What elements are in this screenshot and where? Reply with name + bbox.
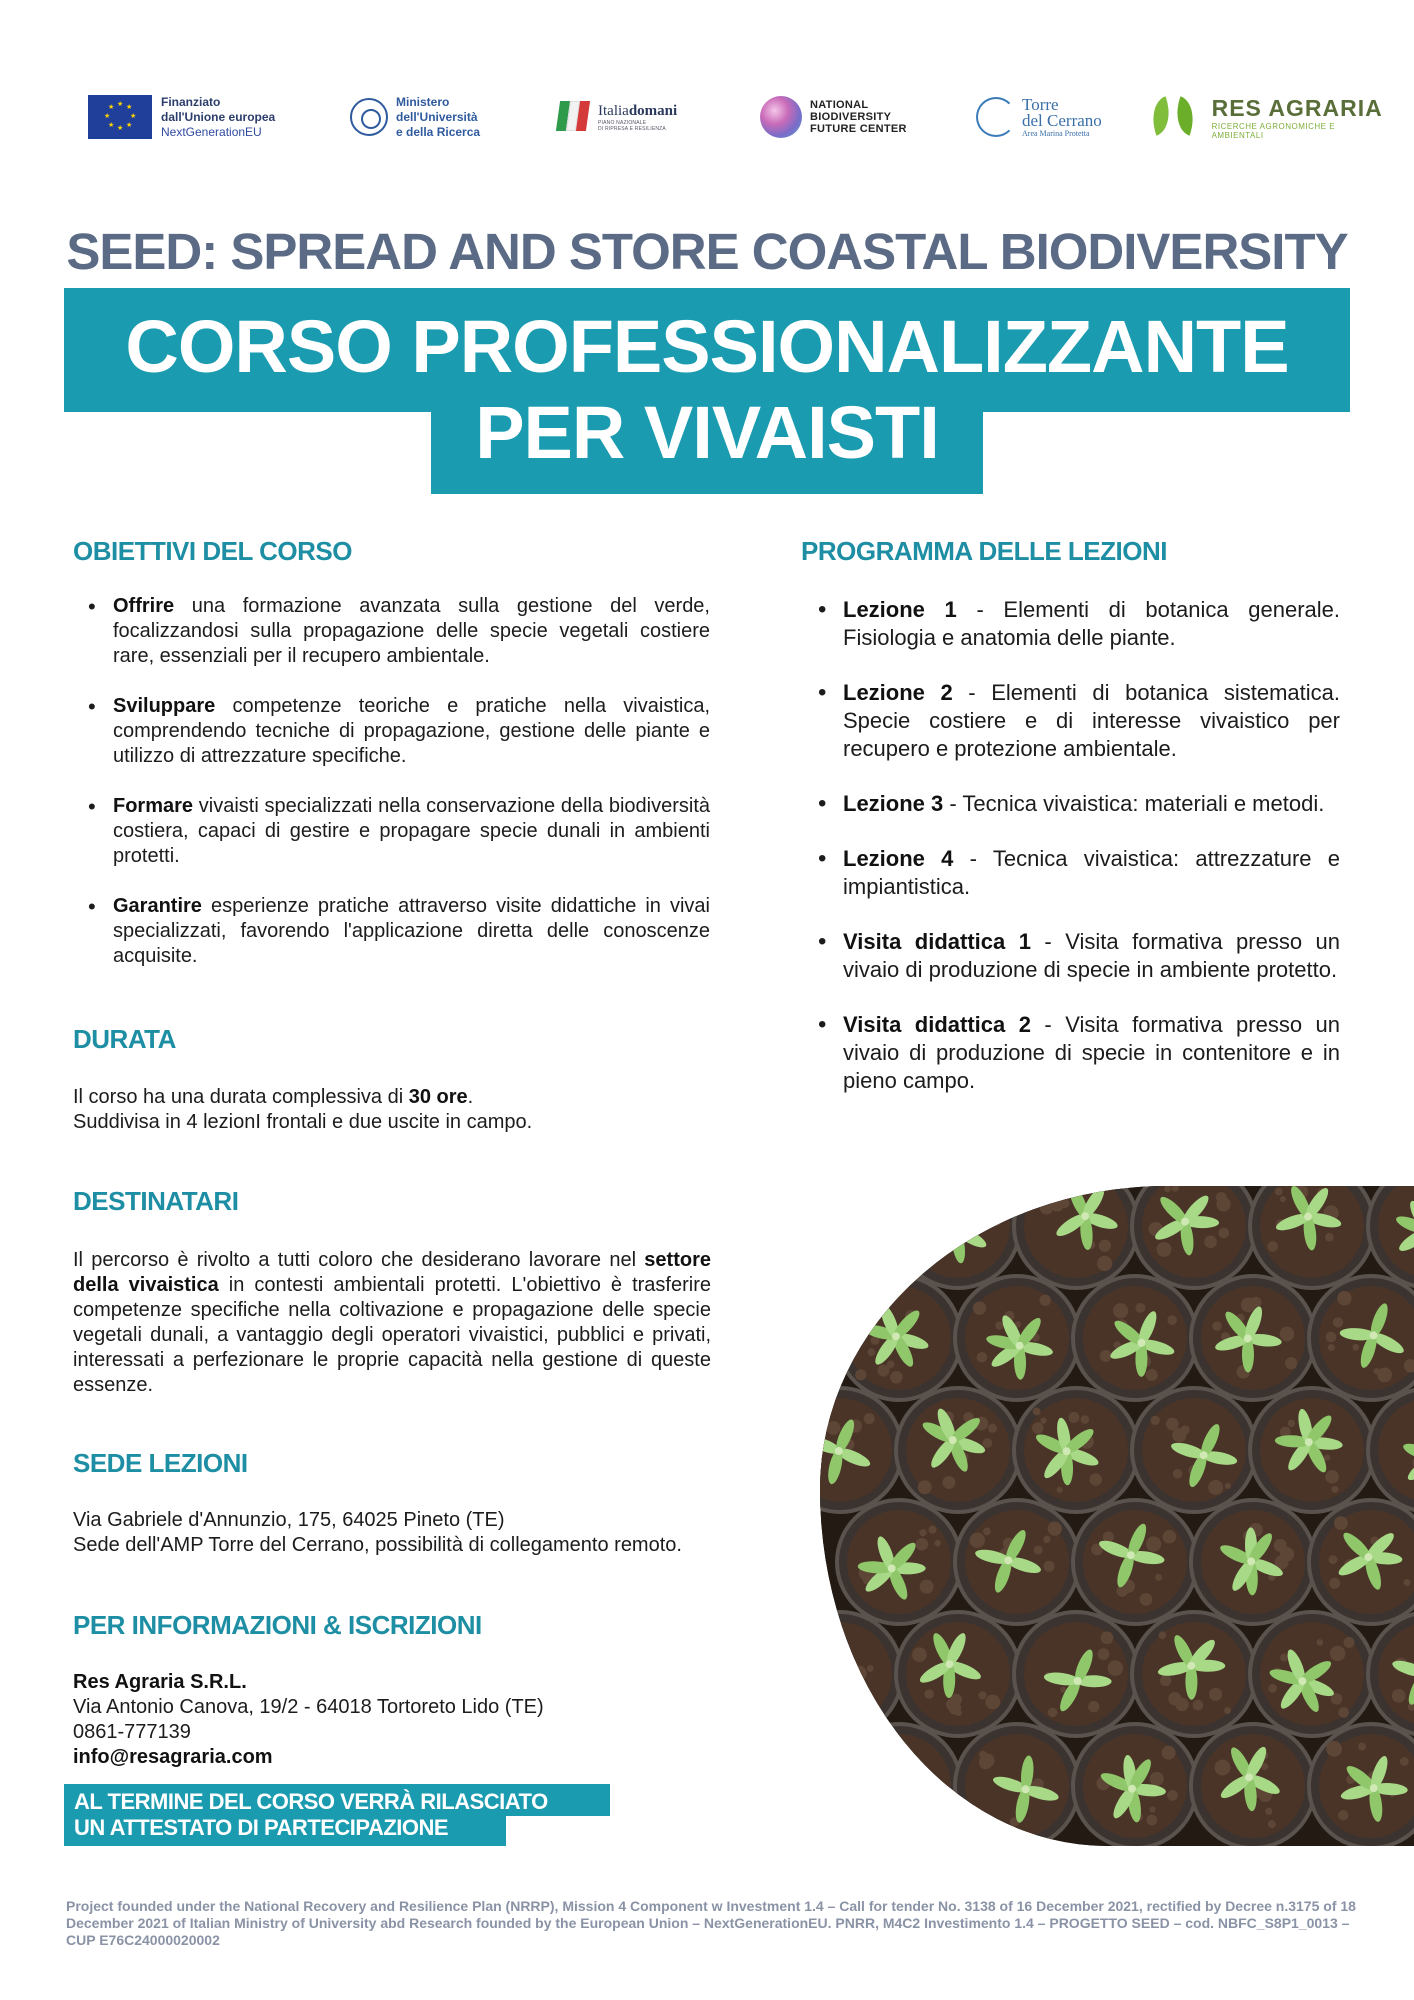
seedling-bud — [1298, 1677, 1306, 1685]
soil-clump — [1048, 1707, 1058, 1717]
torre-line2: del Cerrano — [1022, 110, 1102, 130]
soil-clump — [1280, 1196, 1286, 1202]
soil-clump — [1325, 1233, 1334, 1242]
soil-clump — [1160, 1675, 1171, 1686]
leaf — [950, 1197, 979, 1234]
soil-clump — [1212, 1321, 1221, 1330]
soil-clump — [890, 1371, 903, 1384]
pot — [837, 1724, 961, 1846]
res-agraria-logo — [1148, 86, 1388, 148]
soil-clump — [1193, 1700, 1204, 1711]
soil-clump — [820, 1686, 824, 1693]
list-item: • Formare vivaisti specializzati nella conservazione della biodiversità costiera, capaci di gestire e propagare specie dunali in ambienti protetti. — [88, 794, 710, 869]
soil-clump — [1100, 1350, 1112, 1362]
soil-clump — [857, 1769, 864, 1776]
soil-clump — [887, 1361, 895, 1369]
soil-clump — [1146, 1815, 1157, 1826]
soil-clump — [1268, 1684, 1277, 1693]
soil-clump — [928, 1526, 936, 1534]
italiadomani-sub1: PIANO NAZIONALE — [598, 119, 647, 126]
soil-clump — [981, 1754, 995, 1768]
soil-clump — [1033, 1408, 1041, 1416]
soil-clump — [1116, 1585, 1128, 1597]
mur-logo-line3: e della Ricerca — [396, 124, 481, 139]
leaf — [895, 1789, 908, 1825]
soil-clump — [1088, 1701, 1099, 1712]
soil-clump — [1060, 1198, 1070, 1208]
soil-clump — [1280, 1654, 1288, 1662]
res-agraria-name: RES AGRARIA — [1211, 94, 1383, 121]
soil-clump — [1044, 1561, 1055, 1572]
soil-clump — [1167, 1315, 1177, 1325]
soil-clump — [993, 1217, 1001, 1225]
soil-clump — [1404, 1579, 1411, 1586]
italian-flag-icon — [552, 97, 592, 137]
pot — [820, 1186, 902, 1288]
soil-clump — [1151, 1416, 1160, 1425]
soil-clump — [1330, 1646, 1345, 1661]
seedling-bud — [828, 1221, 836, 1229]
soil-clump — [892, 1754, 907, 1769]
soil-clump — [948, 1702, 961, 1715]
soil-clump — [1043, 1536, 1050, 1543]
durata-text: Il corso ha una durata complessiva di 30 ore. Suddivisa in 4 lezionI frontali e due uscite in campo. — [73, 1086, 533, 1133]
soil-clump — [951, 1190, 957, 1196]
soil-clump — [1034, 1546, 1043, 1555]
obiettivi-heading: OBIETTIVI DEL CORSO — [73, 536, 352, 566]
torre-line1: Torre — [1022, 94, 1059, 114]
leaf — [896, 1769, 933, 1798]
soil-clump — [1056, 1487, 1062, 1493]
soil-clump — [920, 1580, 934, 1594]
soil-clump — [1150, 1772, 1164, 1786]
soil-clump — [1331, 1486, 1338, 1493]
obiettivi-list — [88, 594, 710, 994]
soil-clump — [1280, 1327, 1295, 1342]
leaf — [875, 1786, 906, 1822]
soil-clump — [869, 1809, 878, 1818]
soil-clump — [1392, 1689, 1406, 1703]
soil-clump — [1267, 1241, 1278, 1252]
soil-clump — [1218, 1228, 1229, 1239]
soil-clump — [871, 1768, 878, 1775]
soil-clump — [1329, 1578, 1340, 1589]
soil-clump — [1135, 1303, 1145, 1313]
soil-clump — [1099, 1240, 1111, 1252]
soil-clump — [970, 1532, 985, 1547]
soil-clump — [820, 1641, 825, 1652]
soil-clump — [1167, 1790, 1178, 1801]
soil-clump — [1268, 1820, 1276, 1828]
soil-clump — [966, 1193, 974, 1201]
soil-clump — [995, 1321, 1003, 1329]
list-item: • Lezione 1 - Elementi di botanica generale. Fisiologia e anatomia delle piante. — [818, 596, 1340, 652]
soil-clump — [977, 1352, 988, 1363]
soil-clump — [1324, 1454, 1330, 1460]
soil-clump — [851, 1666, 867, 1682]
soil-clump — [855, 1369, 866, 1380]
leaf — [826, 1652, 857, 1688]
soil-clump — [912, 1647, 927, 1662]
soil-clump — [942, 1476, 955, 1489]
soil-clump — [1337, 1291, 1351, 1305]
seedling-bud — [1074, 1677, 1082, 1685]
soil-clump — [1326, 1741, 1342, 1757]
soil-clump — [1326, 1332, 1337, 1343]
soil-clump — [1215, 1760, 1231, 1776]
soil-clump — [864, 1755, 871, 1762]
soil-clump — [1358, 1743, 1366, 1751]
leaf — [820, 1219, 838, 1252]
leaf — [923, 1223, 961, 1248]
soil-clump — [1098, 1648, 1110, 1660]
soil-clump — [1113, 1303, 1128, 1318]
leaf — [826, 1679, 849, 1717]
soil-clump — [1288, 1420, 1295, 1427]
soil-clump — [902, 1747, 911, 1756]
soil-clump — [820, 1407, 831, 1418]
leaf — [820, 1649, 838, 1687]
mur-logo — [350, 86, 480, 148]
soil-clump — [919, 1529, 926, 1536]
soil-clump — [1068, 1412, 1079, 1423]
soil-clump — [1076, 1186, 1085, 1193]
seedling-bud — [1081, 1212, 1089, 1220]
soil-clump — [1108, 1660, 1124, 1676]
soil-clump — [1146, 1369, 1158, 1381]
eu-flag-icon: ★ ★ ★ ★ ★ ★ ★ ★ — [88, 95, 152, 139]
soil-clump — [858, 1325, 866, 1333]
soil-clump — [1159, 1631, 1167, 1639]
soil-clump — [1149, 1806, 1155, 1812]
soil-clump — [1344, 1637, 1355, 1648]
project-subtitle: SEED: SPREAD AND STORE COASTAL BIODIVERSITY — [66, 223, 1348, 280]
company-name: Res Agraria S.R.L. — [73, 1671, 247, 1693]
seedling-bud — [888, 1564, 896, 1572]
seedling-bud — [1128, 1785, 1136, 1793]
leaf — [830, 1219, 867, 1235]
soil-clump — [1162, 1746, 1176, 1760]
soil-clump — [1208, 1480, 1223, 1495]
seedling-bud — [1004, 1556, 1012, 1564]
soil-clump — [1155, 1574, 1162, 1581]
soil-clump — [826, 1202, 840, 1216]
soil-clump — [836, 1227, 843, 1234]
soil-clump — [1251, 1297, 1262, 1308]
destinatari-text: Il percorso è rivolto a tutti coloro che desiderano lavorare nel settore della vivaistica in contesti ambientali protetti. L'obiettivo è trasferire competenze specifiche nella coltivazione e propagazione delle specie vegetali dunali, a vantaggio degli operatori vivaistici, pubblici e privati, interessati a perfezionare le proprie capacità nella gestione di queste essenze. — [73, 1249, 711, 1396]
nbfc-logo — [760, 86, 907, 148]
eu-logo-line3: NextGenerationEU — [161, 124, 262, 139]
seedling-bud — [945, 1660, 953, 1668]
leaf — [826, 1221, 848, 1259]
seedling-bud — [892, 1332, 900, 1340]
soil-clump — [1317, 1639, 1324, 1646]
soil-clump — [1334, 1516, 1348, 1530]
seedling-bud — [1364, 1553, 1372, 1561]
soil-clump — [918, 1480, 932, 1494]
soil-clump — [1040, 1201, 1054, 1215]
leaf-icon — [1148, 91, 1202, 143]
leaf — [867, 1774, 905, 1797]
soil-clump — [1157, 1242, 1172, 1257]
soil-clump — [864, 1413, 875, 1424]
leaf — [896, 1785, 934, 1811]
partner-logos-bar — [88, 86, 1388, 148]
funding-footer: Project founded under the National Recovery and Resilience Plan (NRRP), Mission 4 Component w Investment 1.4 – Call for tender No. 3138 of 16 December 2021, rectified by Decree n.3175 of 18 December 2021 of Italian Ministry of University abd Research founded by the European Union – NextGenerationEU. PNRR, M4C2 Investimento 1.4 – PROGETTO SEED – cod. NBFC_S8P1_0013 – CUP E76C24000020002 — [66, 1898, 1356, 1948]
soil-clump — [847, 1187, 858, 1198]
seedlings-illustration — [820, 1186, 1414, 1846]
italiadomani-name-light: Italia — [598, 102, 629, 119]
company-phone: 0861-777139 — [73, 1721, 191, 1743]
leaf — [826, 1194, 857, 1230]
info-heading: PER INFORMAZIONI & ISCRIZIONI — [73, 1610, 482, 1640]
soil-clump — [1216, 1192, 1227, 1203]
durata-heading: DURATA — [73, 1024, 176, 1054]
italiadomani-name-bold: domani — [628, 102, 678, 119]
soil-clump — [1265, 1808, 1272, 1815]
soil-clump — [827, 1421, 841, 1435]
torre-cerrano-logo — [976, 86, 1102, 148]
soil-clump — [934, 1540, 941, 1547]
italiadomani-sub2: DI RIPRESA E RESILIENZA — [598, 125, 666, 132]
nbfc-line1: NATIONAL — [810, 99, 869, 111]
sede-heading: SEDE LEZIONI — [73, 1448, 248, 1478]
soil-clump — [1040, 1418, 1046, 1424]
soil-clump — [1328, 1344, 1335, 1351]
soil-clump — [1338, 1707, 1349, 1718]
soil-clump — [849, 1671, 857, 1679]
soil-clump — [982, 1438, 992, 1448]
course-title-line1: CORSO PROFESSIONALIZZANTE — [125, 305, 1289, 388]
soil-clump — [983, 1528, 991, 1536]
company-email: info@resagraria.com — [73, 1746, 273, 1768]
seedling-bud — [1370, 1331, 1378, 1339]
soil-clump — [1101, 1631, 1114, 1644]
leaf — [820, 1208, 836, 1232]
programma-list — [818, 596, 1340, 1122]
nbfc-line2: BIODIVERSITY — [810, 111, 892, 123]
leaf — [820, 1676, 837, 1707]
leaf — [820, 1669, 835, 1689]
leaf — [820, 1191, 839, 1229]
soil-clump — [896, 1819, 905, 1828]
seedling-bud — [1247, 1557, 1255, 1565]
soil-clump — [1285, 1357, 1297, 1369]
soil-clump — [958, 1209, 966, 1217]
soil-clump — [844, 1694, 856, 1706]
seedling-bud — [1138, 1339, 1146, 1347]
leaf — [828, 1676, 866, 1702]
soil-clump — [1097, 1256, 1112, 1271]
soil-clump — [848, 1706, 855, 1713]
seedling-bud — [1304, 1213, 1312, 1221]
soil-clump — [959, 1211, 973, 1225]
seedlings-photo — [820, 1186, 1414, 1846]
wave-icon — [976, 97, 1016, 137]
seedling-bud — [1244, 1334, 1252, 1342]
soil-clump — [1032, 1422, 1044, 1434]
soil-clump — [841, 1221, 849, 1229]
soil-clump — [1089, 1473, 1102, 1486]
soil — [847, 1734, 951, 1838]
mur-logo-line2: dell'Università — [396, 109, 478, 124]
soil-clump — [1039, 1295, 1050, 1306]
seedling-bud — [1022, 1785, 1030, 1793]
soil-clump — [1333, 1317, 1343, 1327]
seedling-bud — [949, 1436, 957, 1444]
list-item: • Lezione 2 - Elementi di botanica sistematica. Specie costiere e di interesse vivaistico per recupero e protezione ambientale. — [818, 679, 1340, 763]
seedling-bud — [1016, 1342, 1024, 1350]
seedling — [820, 1191, 867, 1259]
seedling-bud — [1200, 1451, 1208, 1459]
contact-block — [73, 1670, 713, 1770]
italiadomani-logo — [552, 86, 677, 148]
leaf — [930, 1199, 962, 1234]
seedling-bud — [1063, 1447, 1071, 1455]
soil-clump — [1168, 1692, 1181, 1705]
seedling-bud — [1127, 1551, 1135, 1559]
res-agraria-sub: RICERCHE AGRONOMICHE E AMBIENTALI — [1211, 121, 1336, 140]
soil-clump — [1146, 1536, 1161, 1551]
soil-clump — [1081, 1415, 1090, 1424]
destinatari-heading: DESTINATARI — [73, 1186, 239, 1216]
course-title-line2: PER VIVAISTI — [475, 391, 939, 474]
soil-clump — [1325, 1470, 1338, 1483]
mur-logo-line1: Ministero — [396, 94, 450, 109]
list-item: • Visita didattica 2 - Visita formativa presso un vivaio di produzione di specie in contenitore e in pieno campo. — [818, 1011, 1340, 1095]
soil-clump — [1048, 1522, 1062, 1536]
list-item: • Garantire esperienze pratiche attraverso visite didattiche in vivai specializzati, favorendo l'applicazione diretta delle conoscenze acquisite. — [88, 894, 710, 969]
eu-logo-line1: Finanziato — [161, 94, 221, 109]
leaf — [882, 1758, 907, 1796]
seedling-bud — [952, 1226, 960, 1234]
seedling-bud — [1245, 1773, 1253, 1781]
soil-clump — [1204, 1236, 1217, 1249]
seedling-bud — [1187, 1662, 1195, 1670]
programma-heading: PROGRAMMA DELLE LEZIONI — [801, 536, 1167, 566]
list-item: • Visita didattica 1 - Visita formativa presso un vivaio di produzione di specie in ambiente protetto. — [818, 928, 1340, 984]
soil — [820, 1186, 892, 1278]
seedling-bud — [1370, 1784, 1378, 1792]
nbfc-line3: FUTURE CENTER — [810, 123, 907, 135]
soil-clump — [1172, 1428, 1186, 1442]
soil-clump — [988, 1424, 997, 1433]
soil-clump — [820, 1236, 823, 1244]
soil-clump — [978, 1813, 985, 1820]
company-address: Via Antonio Canova, 19/2 - 64018 Tortoreto Lido (TE) — [73, 1696, 544, 1718]
soil-clump — [868, 1809, 879, 1820]
soil-clump — [1400, 1757, 1409, 1766]
soil-clump — [1275, 1188, 1283, 1196]
soil-clump — [975, 1209, 985, 1219]
soil-clump — [924, 1689, 933, 1698]
soil-clump — [1163, 1530, 1177, 1544]
soil-clump — [1140, 1593, 1153, 1606]
republic-seal-icon — [350, 98, 388, 136]
soil-clump — [820, 1216, 825, 1227]
torre-line3: Area Marina Protetta — [1022, 128, 1090, 138]
seedling-bud — [1305, 1438, 1313, 1446]
soil-clump — [1225, 1483, 1231, 1489]
soil-clump — [920, 1256, 928, 1264]
sede-text: Via Gabriele d'Annunzio, 175, 64025 Pineto (TE) Sede dell'AMP Torre del Cerrano, possibilità di collegamento remoto. — [73, 1509, 682, 1556]
soil-clump — [1280, 1547, 1294, 1561]
soil-clump — [1374, 1368, 1380, 1374]
certificate-text: AL TERMINE DEL CORSO VERRÀ RILASCIATO UN ATTESTATO DI PARTECIPAZIONE — [74, 1789, 548, 1840]
soil-clump — [867, 1665, 874, 1672]
eu-logo — [88, 86, 275, 148]
soil-clump — [1377, 1367, 1392, 1382]
soil-clump — [1352, 1344, 1359, 1351]
soil-clump — [867, 1348, 875, 1356]
soil-clump — [1338, 1810, 1348, 1820]
globe-icon — [760, 96, 802, 138]
seedling — [867, 1758, 934, 1826]
soil-clump — [1329, 1555, 1338, 1564]
list-item: • Lezione 3 - Tecnica vivaistica: materiali e metodi. — [818, 790, 1340, 818]
soil-clump — [985, 1219, 993, 1227]
soil-clump — [1224, 1707, 1231, 1714]
soil-clump — [916, 1538, 929, 1551]
seedling-bud — [1181, 1218, 1189, 1226]
list-item: • Lezione 4 - Tecnica vivaistica: attrezzature e impiantistica. — [818, 845, 1340, 901]
soil-clump — [973, 1302, 986, 1315]
soil-clump — [1209, 1689, 1217, 1697]
list-item: • Offrire una formazione avanzata sulla gestione del verde, focalizzandosi sulla propagazione delle specie vegetali costiere rare, essenziali per il recupero ambientale. — [88, 594, 710, 669]
list-item: • Sviluppare competenze teoriche e pratiche nella vivaistica, comprendendo tecniche di propagazione, gestione delle piante e utilizzo di attrezzature specifiche. — [88, 694, 710, 769]
seedling-bud — [835, 1447, 843, 1455]
eu-logo-line2: dall'Unione europea — [161, 109, 276, 124]
soil-clump — [1173, 1469, 1182, 1478]
soil-clump — [985, 1695, 1000, 1710]
seedling-bud — [897, 1787, 905, 1795]
seedling-bud — [828, 1678, 836, 1686]
soil — [1083, 1510, 1187, 1614]
soil-clump — [978, 1691, 986, 1699]
